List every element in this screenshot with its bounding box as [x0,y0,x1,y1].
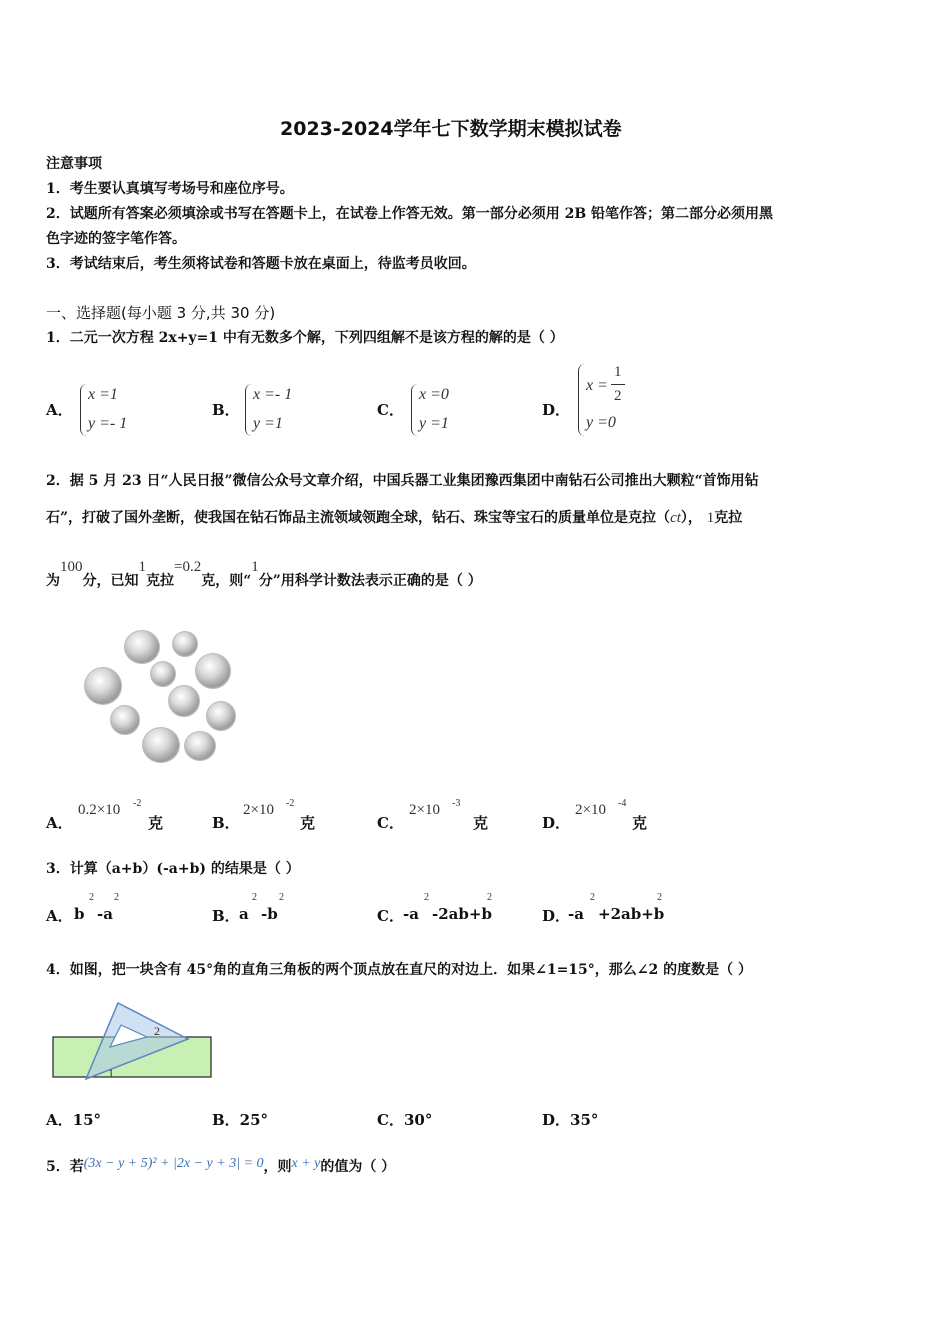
q1-option-d-line-1: x = [586,377,608,394]
q1-option-b-brace [245,384,252,436]
q2-line-1: 2．据 5 月 23 日“人民日报”微信公众号文章介绍，中国兵器工业集团豫西集团中南钻石公司推出大颗粒“首饰用钻 [46,473,759,489]
q2-option-d-exponent: -4 [618,798,627,809]
notice-item-2-line-1: 2．试题所有答案必须填涂或书写在答题卡上，在试卷上作答无效。第一部分必须用 2B 铅笔作答；第二部分必须用黑 [46,206,774,222]
q3-option-b-term-1: a [239,905,249,923]
q2-option-d-label: D． [542,814,571,832]
q1-option-c-line-1: x =0 [419,386,449,403]
q5-suffix: 的值为（ ） [320,1159,396,1175]
q3-option-a-square-1: 2 [89,892,94,903]
q2-line-3-text-b: 分，已知 [82,573,139,589]
q3-option-c-label: C． [377,907,404,925]
q5-expression-2: x + y [291,1156,321,1171]
q2-line-2-text-c: 克拉 [714,510,743,526]
q2-line-3-text-a: 为 [46,573,60,589]
section-heading: 一、选择题(每小题 3 分,共 30 分) [46,304,276,322]
page-title: 2023-2024学年七下数学期末模拟试卷 [280,118,622,140]
q2-line-3-text-e: 分”用科学计数法表示正确的是（ ） [258,573,482,589]
q2-line-2-text-a: 石”，打破了国外垄断，使我国在钻石饰品主流领域领跑全球，钻石、珠宝等宝石的质量单位是克拉（ [46,510,671,526]
q2-line-3-text-d: 克，则“ [201,573,252,589]
q2-option-d-unit: 克 [632,814,648,832]
q3-stem: 3．计算（a+b）(-a+b) 的结果是（ ） [46,861,300,877]
diamond-5 [84,667,122,705]
q1-option-b-label: B． [212,401,240,419]
diamond-4 [195,653,231,689]
q2-option-c-exponent: -3 [452,798,461,809]
q3-option-d-term-2: +2ab+b [598,905,665,923]
q2-option-d-base: 2×10 [575,802,606,818]
q2-line-3 [46,559,482,590]
diamond-8 [206,701,236,731]
q1-option-d-brace [578,364,585,436]
notice-item-1: 1．考生要认真填写考场号和座位序号。 [46,181,294,197]
q3-option-b-label: B． [212,907,240,925]
q4-option-d: D．35° [542,1111,599,1129]
diamond-3 [150,661,176,687]
q2-equals-value: =0.2 [174,559,202,575]
q2-option-a-label: A． [46,814,73,832]
q1-option-d-fraction-bar [611,384,625,385]
q1-option-c-label: C． [377,401,404,419]
notice-heading: 注意事项 [46,156,102,172]
q2-option-b-label: B． [212,814,240,832]
diamonds-image [80,625,240,770]
q2-line-2 [46,507,742,527]
q5-stem [46,1156,395,1176]
q3-option-c-square-1: 2 [424,892,429,903]
q4-option-a: A．15° [46,1111,102,1129]
q3-option-d-square-1: 2 [590,892,595,903]
diamond-10 [184,731,216,761]
q4-stem: 4．如图，把一块含有 45°角的直角三角板的两个顶点放在直尺的对边上．如果∠1=15°，那么∠2 的度数是（ ） [46,962,752,978]
q3-option-d-square-2: 2 [657,892,662,903]
q1-option-a-line-2: y =- 1 [88,415,128,432]
q1-stem: 1．二元一次方程 2x+y=1 中有无数多个解，下列四组解不是该方程的解的是（ ） [46,330,564,346]
q2-option-a-base: 0.2×10 [78,802,121,818]
q1-option-b-line-2: y =1 [253,415,283,432]
q2-option-b-base: 2×10 [243,802,274,818]
q2-line-3-text-c: 克拉 [146,573,174,589]
q1-option-a-label: A． [46,401,73,419]
q5-middle: ，则 [263,1159,292,1175]
angle-1-label: 1 [108,1066,114,1080]
q4-option-b: B．25° [212,1111,269,1129]
q3-option-d-term-1: -a [568,905,584,923]
q5-prefix: 5．若 [46,1159,84,1175]
angle-2-label: 2 [154,1024,160,1038]
q3-option-c-term-2: -2ab+b [432,905,492,923]
q1-option-a-brace [80,384,87,436]
q1-option-a-line-1: x =1 [88,386,118,403]
q1-option-c-brace [411,384,418,436]
q2-one-a: 1 [706,510,715,526]
q3-option-d-label: D． [542,907,571,925]
q2-line-2-text-b: ）， [680,510,702,526]
q2-option-a-exponent: -2 [133,798,142,809]
notice-item-2-line-2: 色字迹的签字笔作答。 [46,231,186,247]
q3-option-b-square-1: 2 [252,892,257,903]
q3-option-c-square-2: 2 [487,892,492,903]
q1-option-d-line-2: y =0 [586,414,616,431]
ruler-triangle-figure [46,995,221,1087]
q3-option-a-square-2: 2 [114,892,119,903]
q2-option-b-unit: 克 [300,814,316,832]
diamond-2 [172,631,198,657]
q1-option-c-line-2: y =1 [419,415,449,432]
q1-option-d-denominator: 2 [614,388,622,404]
q2-one-c: 1 [251,559,259,575]
q3-option-c-term-1: -a [403,905,419,923]
q1-option-d-numerator: 1 [614,364,622,380]
q2-option-a-unit: 克 [148,814,164,832]
diamond-6 [168,685,200,717]
q3-option-a-term-2: -a [97,905,113,923]
q2-one-b: 1 [138,559,146,575]
notice-item-3: 3．考试结束后，考生须将试卷和答题卡放在桌面上，待监考员收回。 [46,256,476,272]
q3-option-a-term-1: b [74,905,85,923]
diamond-1 [124,630,160,664]
q2-option-c-base: 2×10 [409,802,440,818]
q2-option-c-unit: 克 [473,814,489,832]
q2-hundred: 100 [60,559,83,575]
q2-option-c-label: C． [377,814,404,832]
q2-option-b-exponent: -2 [286,798,295,809]
diamond-9 [142,727,180,763]
q1-option-d-label: D． [542,401,571,419]
q5-expression: (3x − y + 5)² + |2x − y + 3| = 0 [83,1156,264,1171]
q4-option-c: C．30° [377,1111,433,1129]
q1-option-b-line-1: x =- 1 [253,386,293,403]
diamond-7 [110,705,140,735]
q3-option-a-label: A． [46,907,73,925]
q3-option-b-term-2: -b [261,905,278,923]
q2-ct-unit: ct [670,510,681,526]
q3-option-b-square-2: 2 [279,892,284,903]
